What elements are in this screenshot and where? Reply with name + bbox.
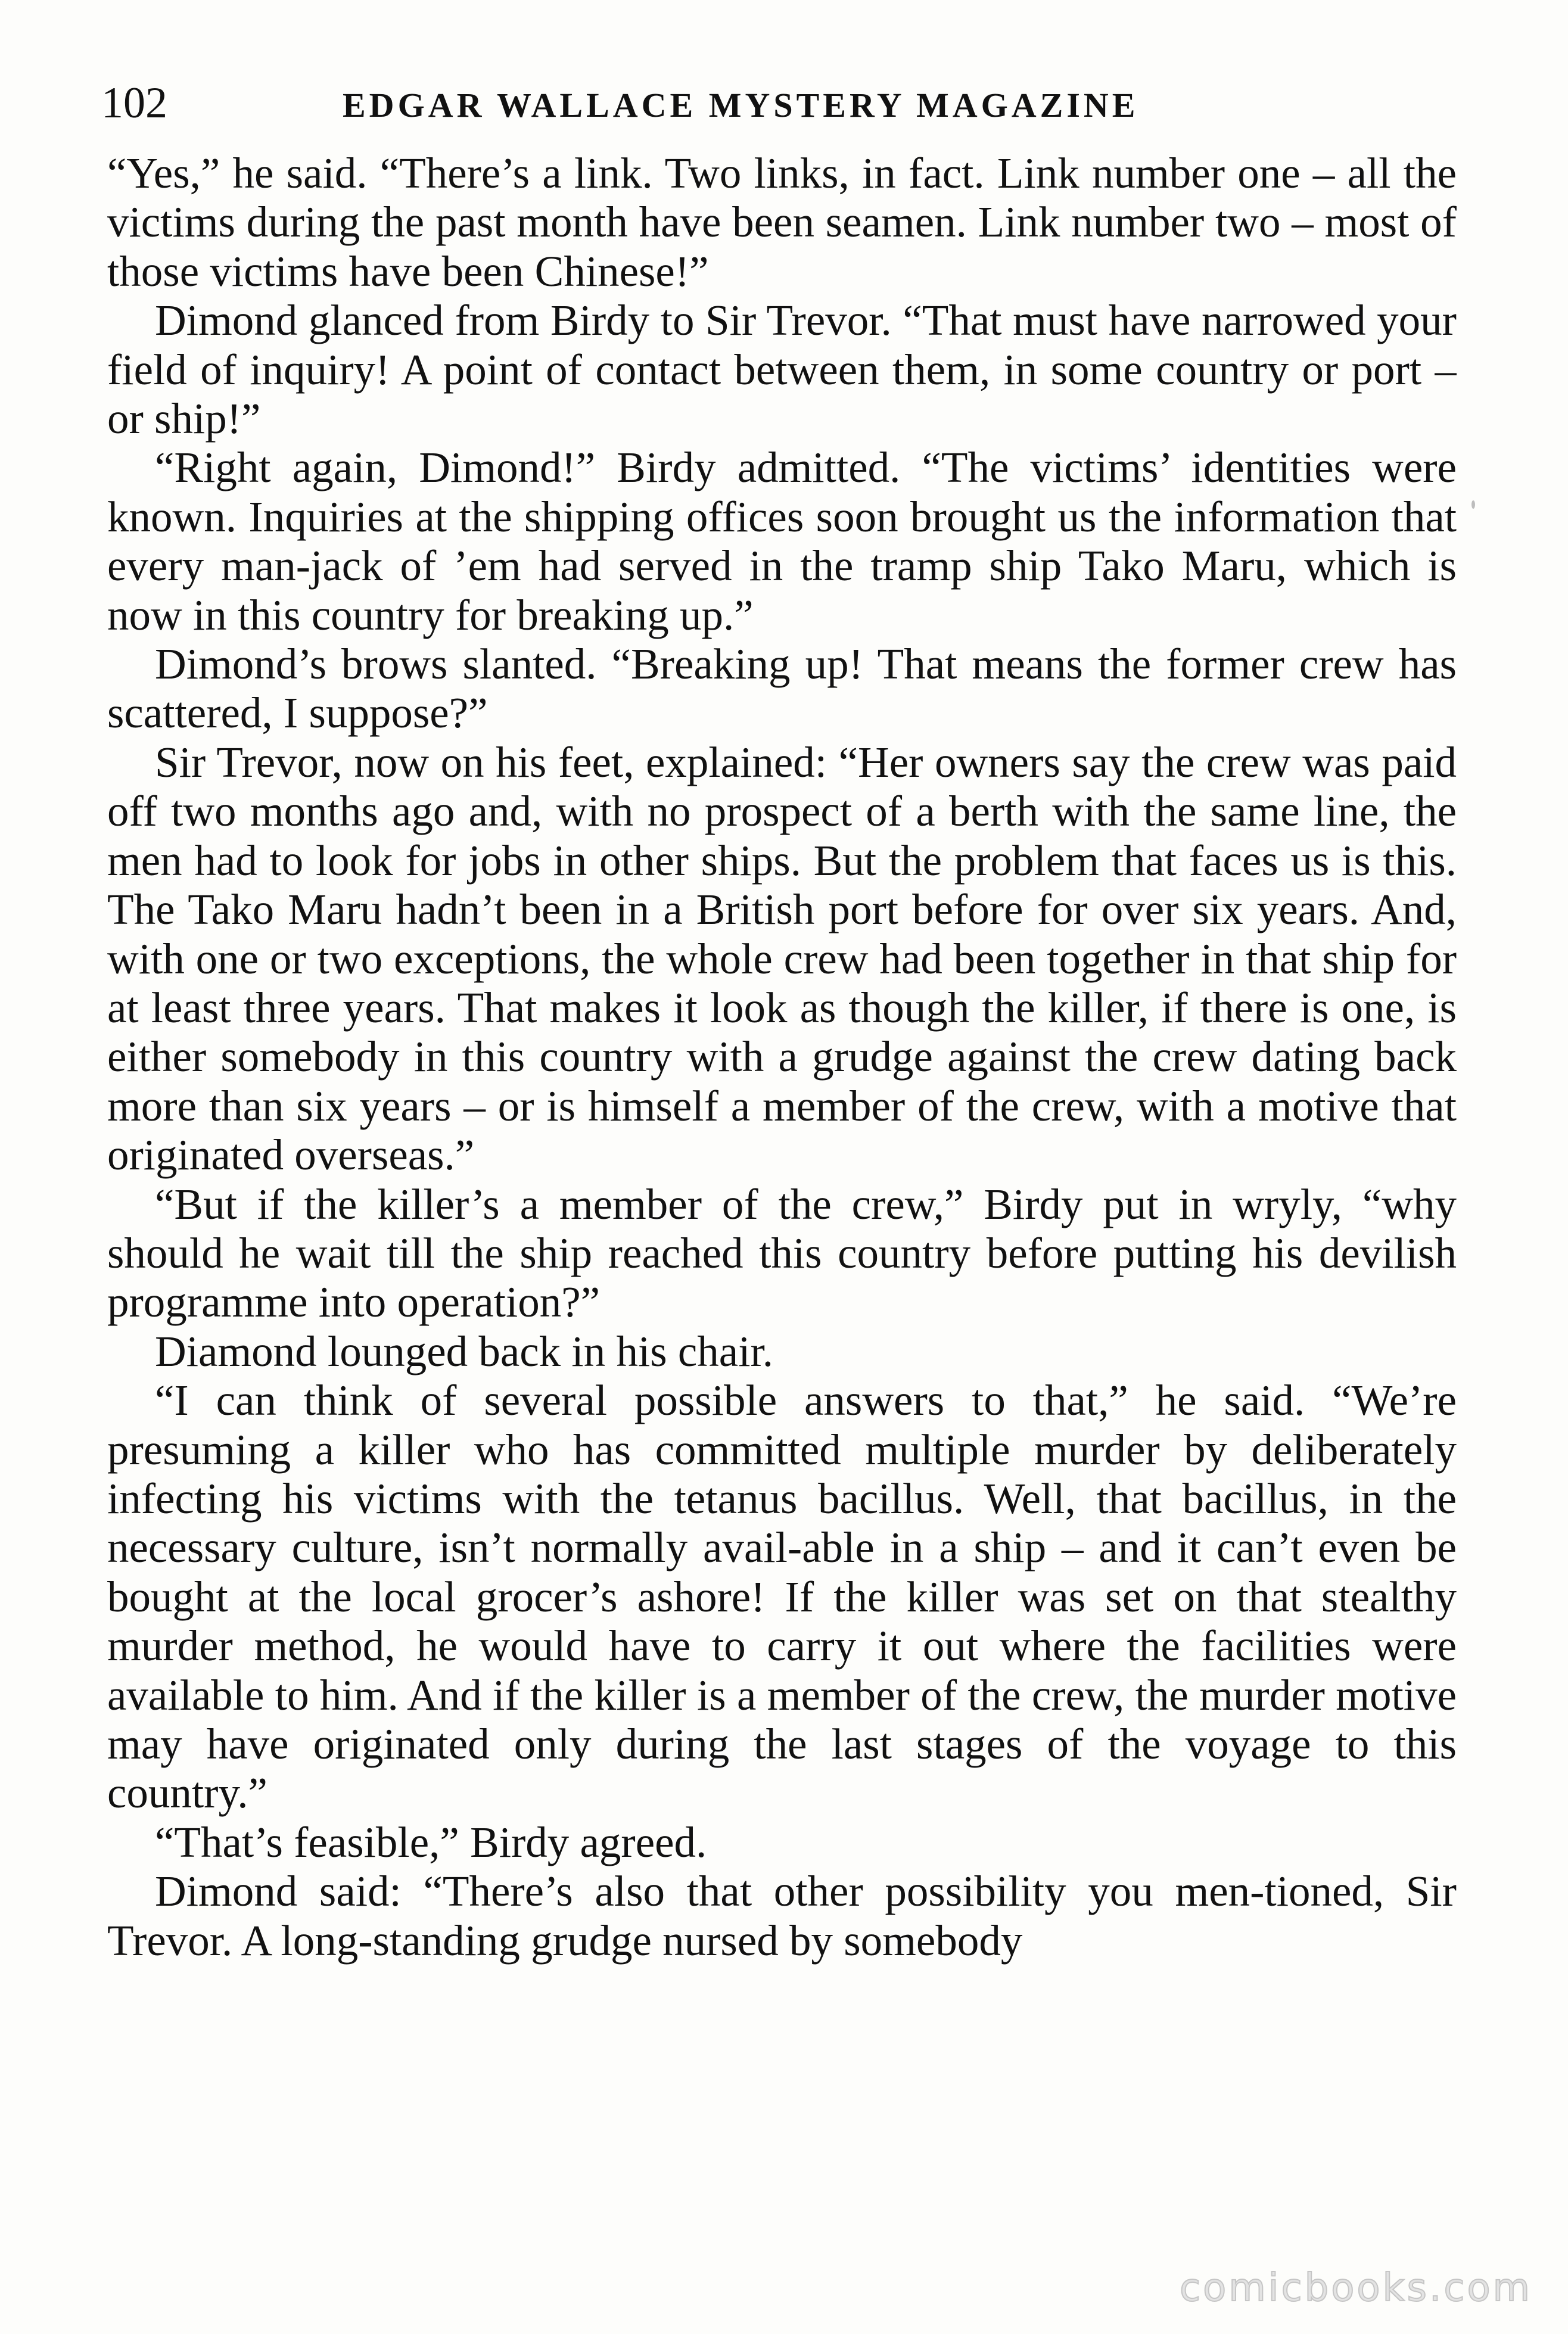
paragraph-9: “That’s feasible,” Birdy agreed. [155,1818,707,1866]
paragraph-2: Dimond glanced from Birdy to Sir Trevor. “That must have narrowed your field of inquiry! A point of contact between them, in some country or port – or ship!” [107,296,1457,443]
paragraph-1: “Yes,” he said. “There’s a link. Two links, in fact. Link number one – all the victims during the past month have been seamen. Link number two – most of those victims have been Chinese!” [107,149,1457,295]
watermark: comicbooks.com [1179,2266,1532,2310]
paragraph-3: “Right again, Dimond!” Birdy admitted. “The victims’ identities were known. Inquiries at the shipping offices soon brought us the information that every man-jack of ’em had served in the tramp ship Tako Maru, which is now in this country for breaking up.” [107,443,1457,639]
paragraph-5: Sir Trevor, now on his feet, explained: “Her owners say the crew was paid off two months ago and, with no prospect of a berth with the same line, the men had to look for jobs in other ships. But the problem that faces us is this. The Tako Maru hadn’t been in a British port before for over six years. And, with one or two exceptions, the whole crew had been together in that ship for at least three years. That makes it look as though the killer, if there is one, is either somebody in this country with a grudge against the crew dating back more than six years – or is himself a member of the crew, with a motive that originated overseas.” [107,737,1457,1180]
print-speck [1471,500,1475,509]
paragraph-6: “But if the killer’s a member of the crew,” Birdy put in wryly, “why should he wait till the ship reached this country before putting his devilish programme into operation?” [107,1180,1457,1327]
page-header [101,76,1454,130]
paragraph-7: Diamond lounged back in his chair. [155,1327,774,1375]
paragraph-4: Dimond’s brows slanted. “Breaking up! That means the former crew has scattered, I suppose?” [107,640,1457,737]
story-body [107,149,1457,2222]
running-title: EDGAR WALLACE MYSTERY MAGAZINE [343,86,1139,125]
page-number: 102 [101,79,167,127]
paragraph-8: “I can think of several possible answers to that,” he said. “We’re presuming a killer who has committed multiple murder by deliberately infecting his victims with the tetanus bacillus. Well, that bacillus, in the necessary culture, isn’t normally avail-able in a ship – and it can’t even be bought at the local grocer’s ashore! If the killer was set on that stealthy murder method, he would have to carry it out where the facilities were available to him. And if the killer is a member of the crew, the murder motive may have originated only during the last stages of the voyage to this country.” [107,1376,1457,1818]
paragraph-10: Dimond said: “There’s also that other possibility you men-tioned, Sir Trevor. A long-standing grudge nursed by somebody [107,1867,1457,1965]
